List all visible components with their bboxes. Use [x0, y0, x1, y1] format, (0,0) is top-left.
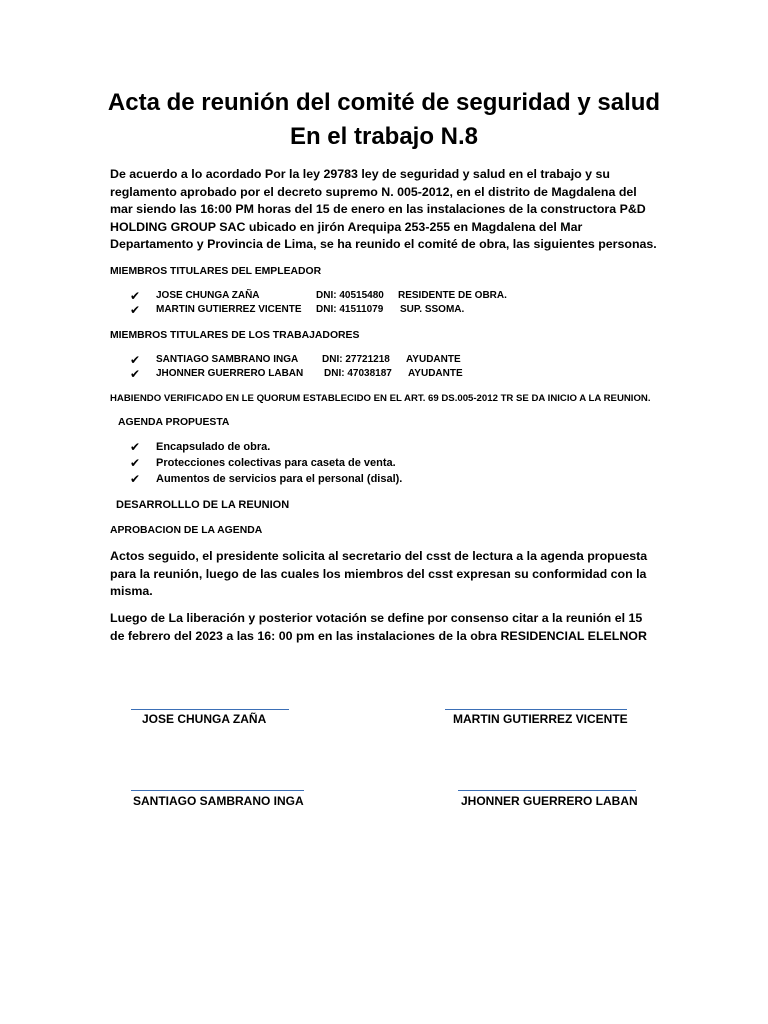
member-role: RESIDENTE DE OBRA.	[398, 290, 507, 301]
signature-line	[445, 709, 627, 710]
signature-name: SANTIAGO SAMBRANO INGA	[133, 794, 304, 808]
member-name: JOSE CHUNGA ZAÑA	[156, 290, 260, 301]
check-icon: ✔	[130, 353, 141, 367]
check-icon: ✔	[130, 303, 141, 317]
approval-heading: APROBACION DE LA AGENDA	[110, 525, 263, 536]
development-heading: DESARROLLLO DE LA REUNION	[116, 499, 290, 511]
agenda-heading: AGENDA PROPUESTA	[118, 417, 230, 428]
member-dni: DNI: 27721218	[322, 354, 390, 365]
employer-heading: MIEMBROS TITULARES DEL EMPLEADOR	[110, 266, 322, 277]
agenda-item-text: Aumentos de servicios para el personal (disal).	[156, 473, 403, 485]
member-role: AYUDANTE	[408, 368, 463, 379]
check-icon: ✔	[130, 456, 141, 470]
member-name: MARTIN GUTIERREZ VICENTE	[156, 304, 302, 315]
signature-name: JHONNER GUERRERO LABAN	[461, 794, 638, 808]
signature-name: MARTIN GUTIERREZ VICENTE	[453, 712, 628, 726]
member-role: AYUDANTE	[406, 354, 461, 365]
paragraph-next-meeting: Luego de La liberación y posterior votación se define por consenso citar a la reunión el 15 de febrero del 2023 a las 16: 00 pm en las instalaciones de la obra RESIDENCIAL ELELNOR	[110, 611, 647, 643]
workers-heading: MIEMBROS TITULARES DE LOS TRABAJADORES	[110, 330, 360, 341]
check-icon: ✔	[130, 289, 141, 303]
member-name: JHONNER GUERRERO LABAN	[156, 368, 304, 379]
signature-line	[131, 790, 304, 791]
signature-line	[131, 709, 289, 710]
paragraph-approval: Actos seguido, el presidente solicita al secretario del csst de lectura a la agenda propuesta para la reunión, luego de las cuales los miembros del csst expresan su conformidad con la misma.	[110, 549, 648, 598]
agenda-item-text: Encapsulado de obra.	[156, 441, 271, 453]
member-dni: DNI: 40515480	[316, 290, 384, 301]
member-name: SANTIAGO SAMBRANO INGA	[156, 354, 299, 365]
check-icon: ✔	[130, 472, 141, 486]
check-icon: ✔	[130, 440, 141, 454]
check-icon: ✔	[130, 367, 141, 381]
member-dni: DNI: 41511079	[316, 304, 384, 315]
intro-paragraph: De acuerdo a lo acordado Por la ley 29783 ley de seguridad y salud en el trabajo y su reglamento aprobado por el decreto supremo N. 005-2012, en el distrito de Magdalena del mar siendo las 16:00 PM horas del 15 de enero en las instalaciones de la constructora P&D HOLDING GROUP SAC ubicado en jirón Arequipa 253-255 en Magdalena del Mar Departamento y Provincia de Lima, se ha reunido el comité de obra, las siguientes personas.	[110, 167, 657, 251]
member-role: SUP. SSOMA.	[400, 304, 465, 315]
signature-name: JOSE CHUNGA ZAÑA	[142, 712, 267, 726]
quorum-text: HABIENDO VERIFICADO EN LE QUORUM ESTABLECIDO EN EL ART. 69 DS.005-2012 TR SE DA INICIO A LA REUNION.	[110, 393, 651, 404]
agenda-item-text: Protecciones colectivas para caseta de venta.	[156, 457, 396, 469]
member-dni: DNI: 47038187	[324, 368, 392, 379]
signature-line	[458, 790, 636, 791]
document-title: Acta de reunión del comité de seguridad y salud En el trabajo N.8	[107, 89, 661, 150]
